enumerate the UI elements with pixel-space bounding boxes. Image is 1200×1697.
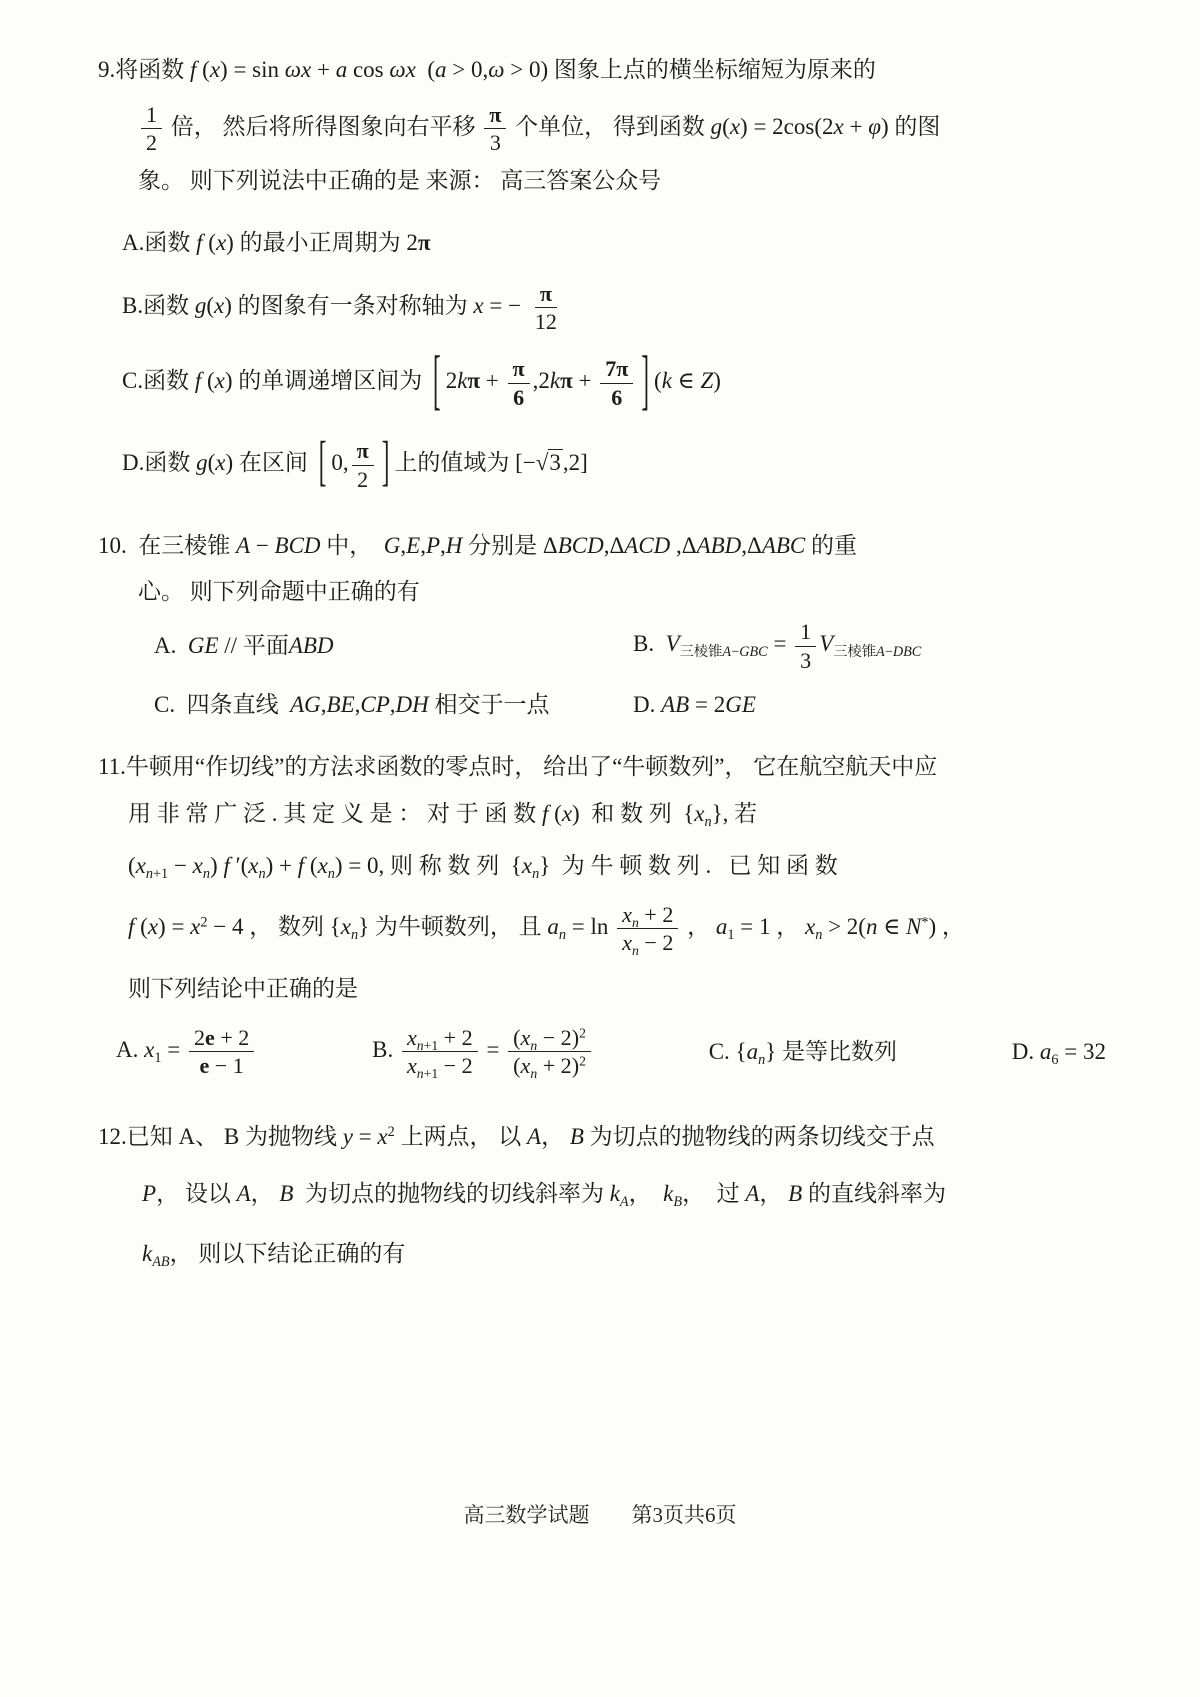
q11-option-c: C. $\{a_n\}$ 是等比数列 bbox=[708, 1038, 897, 1068]
q11-stem-line-3: $(x_{n+1} - x_n)$ f $'(x_n) + f$ $(x_n) = 0$, 则 称 数 列 $\{x_n\}$ 为 牛 顿 数 列 . 已 知 函 数 bbox=[128, 852, 838, 882]
question-12 bbox=[98, 1119, 1112, 1272]
q11-option-b: B. $\frac{x_{n+1} + 2}{x_{n+1} - 2}$ = $\frac{(x_n - 2)^2}{(x_n + 2)^2}$ bbox=[372, 1025, 594, 1079]
q10-option-b: B. $V_{三棱锥A-GBC}$ = $\frac{1}{3}$ $V_{三棱锥A-DBC}$ bbox=[633, 619, 922, 673]
question-10 bbox=[98, 528, 1112, 723]
q9-option-c: C.函数 f (x) 的单调递增区间为 [ 2kπ + $\frac{\pi}{6}$ ,2kπ + $\frac{7\pi}{6}$ ] (k ∈ Z) bbox=[122, 342, 721, 416]
q12-stem-line-1: 12.已知 A、 B 为抛物线 $y = x^2$ 上两点， 以 A， B 为切点的抛物线的两条切线交于点 bbox=[98, 1123, 935, 1149]
q11-option-a: A. $x_1$ = $\frac{2e + 2}{e - 1}$ bbox=[116, 1025, 257, 1079]
q9-option-d: D.函数 g(x) 在区间 [ 0, $\frac{\pi}{2}$ ] 上的值域为 [−√3,2] bbox=[122, 431, 588, 492]
q10-options-row-1 bbox=[98, 619, 1112, 673]
q9-stem-line-1: 9.将函数 f (x) = sin ωx + a cos ωx (a > 0,ω > 0) 图象上点的横坐标缩短为原来的 bbox=[98, 57, 876, 82]
q10-options-row-2 bbox=[98, 687, 1112, 723]
q9-stem-line-2: $\frac{1}{2}$ 倍， 然后将所得图象向右平移 $\frac{\pi}{3}$ 个单位， 得到函数 g(x) = 2cos(2x + φ) 的图 bbox=[98, 102, 1112, 156]
q10-option-c: C. 四条直线 AG,BE,CP,DH 相交于一点 bbox=[154, 691, 550, 717]
q9-stem-line-3: 象。 则下列说法中正确的是 来源： 高三答案公众号 bbox=[138, 168, 662, 194]
q11-stem-line-1: 11.牛顿用“作切线”的方法求函数的零点时， 给出了“牛顿数列”， 它在航空航天中应 bbox=[98, 753, 938, 779]
q12-stem-line-2: P， 设以 A， B 为切点的抛物线的切线斜率为 $k_A$， $k_B$， 过 A， B 的直线斜率为 bbox=[142, 1181, 946, 1211]
question-11 bbox=[98, 749, 1112, 1082]
q11-stem-line-5: 则下列结论中正确的是 bbox=[128, 976, 358, 1002]
q9-option-a: A.函数 f (x) 的最小正周期为 2π bbox=[122, 230, 431, 256]
q11-option-d: D. $a_6 = 32$ bbox=[1011, 1038, 1106, 1068]
question-9 bbox=[98, 52, 1112, 492]
q12-stem-line-3: $k_{AB}$， 则以下结论正确的有 bbox=[142, 1240, 406, 1270]
q10-option-d: D. AB = 2GE bbox=[633, 691, 756, 717]
q10-stem-line-2: 心。 则下列命题中正确的有 bbox=[138, 578, 420, 604]
q11-stem-line-4: f $(x) = x^2 - 4$ ， 数列 $\{x_n\}$ 为牛顿数列， 且 $a_n = \ln$ $\frac{x_n + 2}{x_n - 2}$ ， $a_1 = 1$ ， $x_n > 2(n$ ∈ N*) ， bbox=[128, 901, 965, 958]
q10-stem-line-1: 10. 在三棱锥 A − BCD 中， G,E,P,H 分别是 ΔBCD,ΔACD ,ΔABD,ΔABC 的重 bbox=[98, 532, 858, 558]
q9-option-b: B.函数 g(x) 的图象有一条对称轴为 x = − $\frac{\pi}{12}$ bbox=[122, 280, 557, 335]
q11-options-row bbox=[98, 1024, 1112, 1082]
q11-stem-line-2: 用 非 常 广 泛 . 其 定 义 是 ： 对 于 函 数 f (x) 和 数 列 $\{x_n\}$, 若 bbox=[128, 801, 758, 831]
q10-option-a: A. GE // 平面ABD bbox=[154, 633, 334, 659]
page-footer: 高三数学试题 第3页共6页 bbox=[463, 1503, 737, 1527]
